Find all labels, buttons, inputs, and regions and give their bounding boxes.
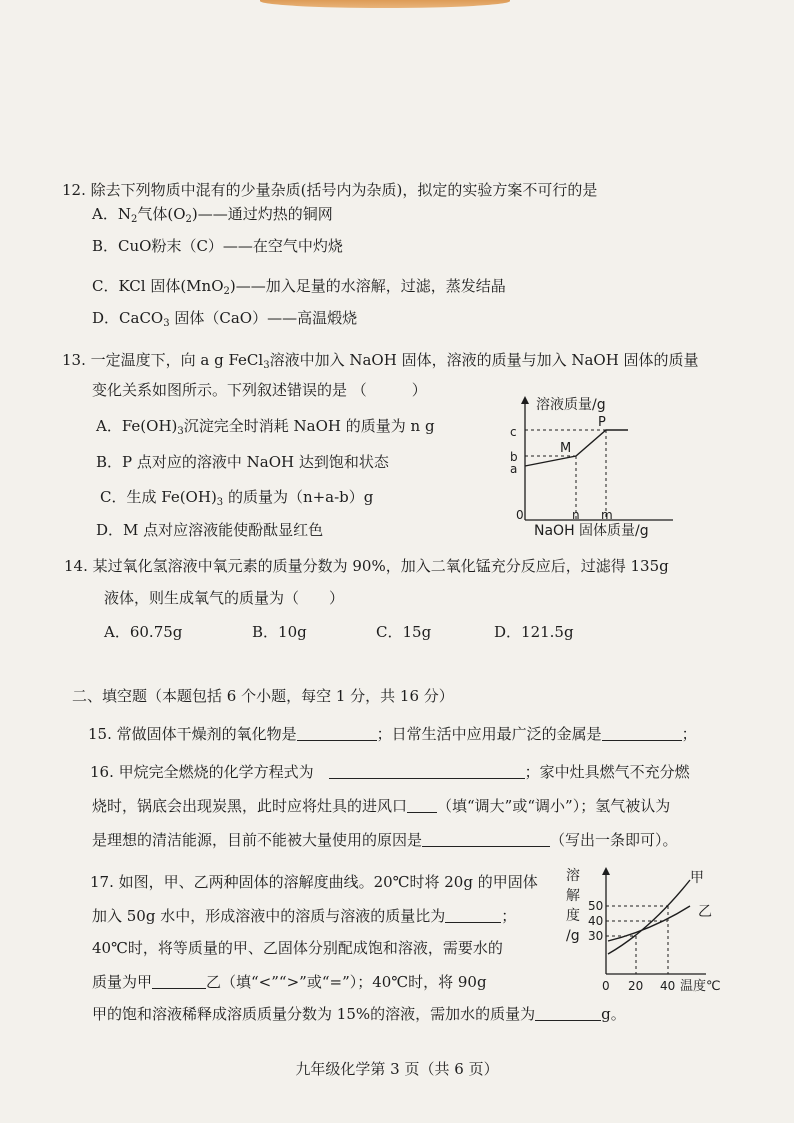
q13-option-b: B．P 点对应的溶液中 NaOH 达到饱和状态 bbox=[96, 453, 389, 471]
graph-tick-m: m bbox=[601, 508, 613, 522]
sol-ytick-40: 40 bbox=[588, 914, 604, 928]
sol-xlabel: 温度℃ bbox=[680, 979, 721, 994]
graph-curve bbox=[525, 430, 628, 466]
q16-blank-2[interactable] bbox=[407, 798, 437, 813]
sol-xtick-40: 40 bbox=[660, 979, 676, 993]
graph-y-label: 溶液质量/g bbox=[536, 397, 606, 413]
q14-option-c: C．15g bbox=[376, 623, 432, 641]
q12-option-d: D．CaCO$_3$ 固体（CaO）——高温煅烧 bbox=[92, 309, 358, 329]
sol-ylabel-3: 度 bbox=[566, 908, 580, 924]
sol-xtick-0: 0 bbox=[602, 979, 610, 993]
q14-option-a: A．60.75g bbox=[104, 623, 183, 641]
graph-tick-a: a bbox=[510, 462, 518, 476]
q16-blank-1[interactable] bbox=[329, 764, 525, 779]
sol-label-yi: 乙 bbox=[698, 904, 712, 920]
sol-curve-jia bbox=[608, 880, 690, 954]
sol-ytick-50: 50 bbox=[588, 899, 604, 913]
q13-mass-graph bbox=[508, 394, 684, 540]
q14-option-b: B．10g bbox=[252, 623, 307, 641]
q12-option-b: B．CuO粉末（C）——在空气中灼烧 bbox=[92, 237, 343, 255]
q13-stem-line1: 13. 一定温度下，向 a g FeCl$_3$溶液中加入 NaOH 固体，溶液的质量与加入 NaOH 固体的质量 bbox=[62, 351, 699, 371]
graph-tick-n: n bbox=[572, 508, 580, 522]
q16-line3: 是理想的清洁能源，目前不能被大量使用的原因是 （写出一条即可）。 bbox=[92, 831, 678, 849]
sol-ylabel-4: /g bbox=[566, 928, 580, 944]
q13-option-a: A．$Fe(OH)_3$沉淀完全时消耗 NaOH 的质量为 n g bbox=[96, 417, 435, 437]
q17-blank-2[interactable] bbox=[152, 974, 206, 989]
sol-y-arrow bbox=[602, 867, 610, 875]
q17-line2: 加入 50g 水中，形成溶液中的溶质与溶液的质量比为 ； bbox=[92, 907, 517, 925]
graph-y-arrow bbox=[521, 396, 529, 404]
sol-ylabel-1: 溶 bbox=[566, 868, 580, 884]
graph-point-p: P bbox=[598, 415, 606, 430]
q12-option-a: A．$N_2$气体$(O_2)——$通过灼热的铜网 bbox=[92, 205, 333, 225]
page-footer: 九年级化学第 3 页（共 6 页） bbox=[295, 1060, 499, 1078]
graph-point-m: M bbox=[560, 441, 572, 456]
q13-option-d: D．M 点对应溶液能使酚酞显红色 bbox=[96, 521, 324, 539]
sol-ylabel-2: 解 bbox=[566, 888, 580, 904]
q17-line4: 质量为甲 乙（填“<”“>”或“=”）；40℃时，将 90g bbox=[92, 973, 487, 991]
q15-blank-2[interactable] bbox=[602, 726, 682, 741]
q17-blank-3[interactable] bbox=[535, 1006, 601, 1021]
q13-option-c: C．生成 $Fe(OH)_3$ 的质量为（n+a-b）g bbox=[100, 488, 374, 508]
q12-stem: 12. 除去下列物质中混有的少量杂质(括号内为杂质)，拟定的实验方案不可行的是 bbox=[62, 181, 598, 199]
q17-solubility-chart bbox=[562, 864, 734, 996]
q14-stem-line1: 14. 某过氧化氢溶液中氧元素的质量分数为 90%，加入二氧化锰充分反应后，过滤得 135g bbox=[64, 557, 669, 575]
graph-origin: 0 bbox=[516, 508, 524, 522]
sol-label-jia: 甲 bbox=[690, 870, 704, 886]
q15: 15. 常做固体干燥剂的氧化物是 ；日常生活中应用最广泛的金属是 ； bbox=[88, 725, 697, 743]
q17-line1: 17. 如图，甲、乙两种固体的溶解度曲线。20℃时将 20g 的甲固体 bbox=[90, 873, 538, 891]
q14-option-d: D．121.5g bbox=[494, 623, 574, 641]
top-binding-mark bbox=[260, 0, 510, 8]
graph-x-label: NaOH 固体质量/g bbox=[534, 523, 649, 539]
section-2-heading: 二、填空题（本题包括 6 个小题，每空 1 分，共 16 分） bbox=[72, 687, 454, 705]
q17-blank-1[interactable] bbox=[445, 908, 501, 923]
graph-tick-b: b bbox=[510, 450, 518, 464]
graph-tick-c: c bbox=[510, 425, 517, 439]
q16-line2: 烧时，锅底会出现炭黑，此时应将灶具的进风口 （填“调大”或“调小”）；氢气被认为 bbox=[92, 797, 671, 815]
q17-line3: 40℃时，将等质量的甲、乙固体分别配成饱和溶液，需要水的 bbox=[92, 939, 503, 957]
sol-ytick-30: 30 bbox=[588, 929, 604, 943]
q17-line5: 甲的饱和溶液稀释成溶质质量分数为 15%的溶液，需加水的质量为 g。 bbox=[92, 1005, 626, 1023]
q15-blank-1[interactable] bbox=[297, 726, 377, 741]
q13-stem-line2: 变化关系如图所示。下列叙述错误的是 （ ） bbox=[92, 381, 427, 399]
q12-option-c: C．KCl 固体(MnO$_2$)——加入足量的水溶解，过滤，蒸发结晶 bbox=[92, 277, 506, 297]
q14-stem-line2: 液体，则生成氧气的质量为（ ） bbox=[104, 589, 345, 607]
q16-blank-3[interactable] bbox=[422, 832, 550, 847]
sol-xtick-20: 20 bbox=[628, 979, 644, 993]
q16-line1: 16. 甲烷完全燃烧的化学方程式为 ；家中灶具燃气不充分燃 bbox=[90, 763, 690, 781]
